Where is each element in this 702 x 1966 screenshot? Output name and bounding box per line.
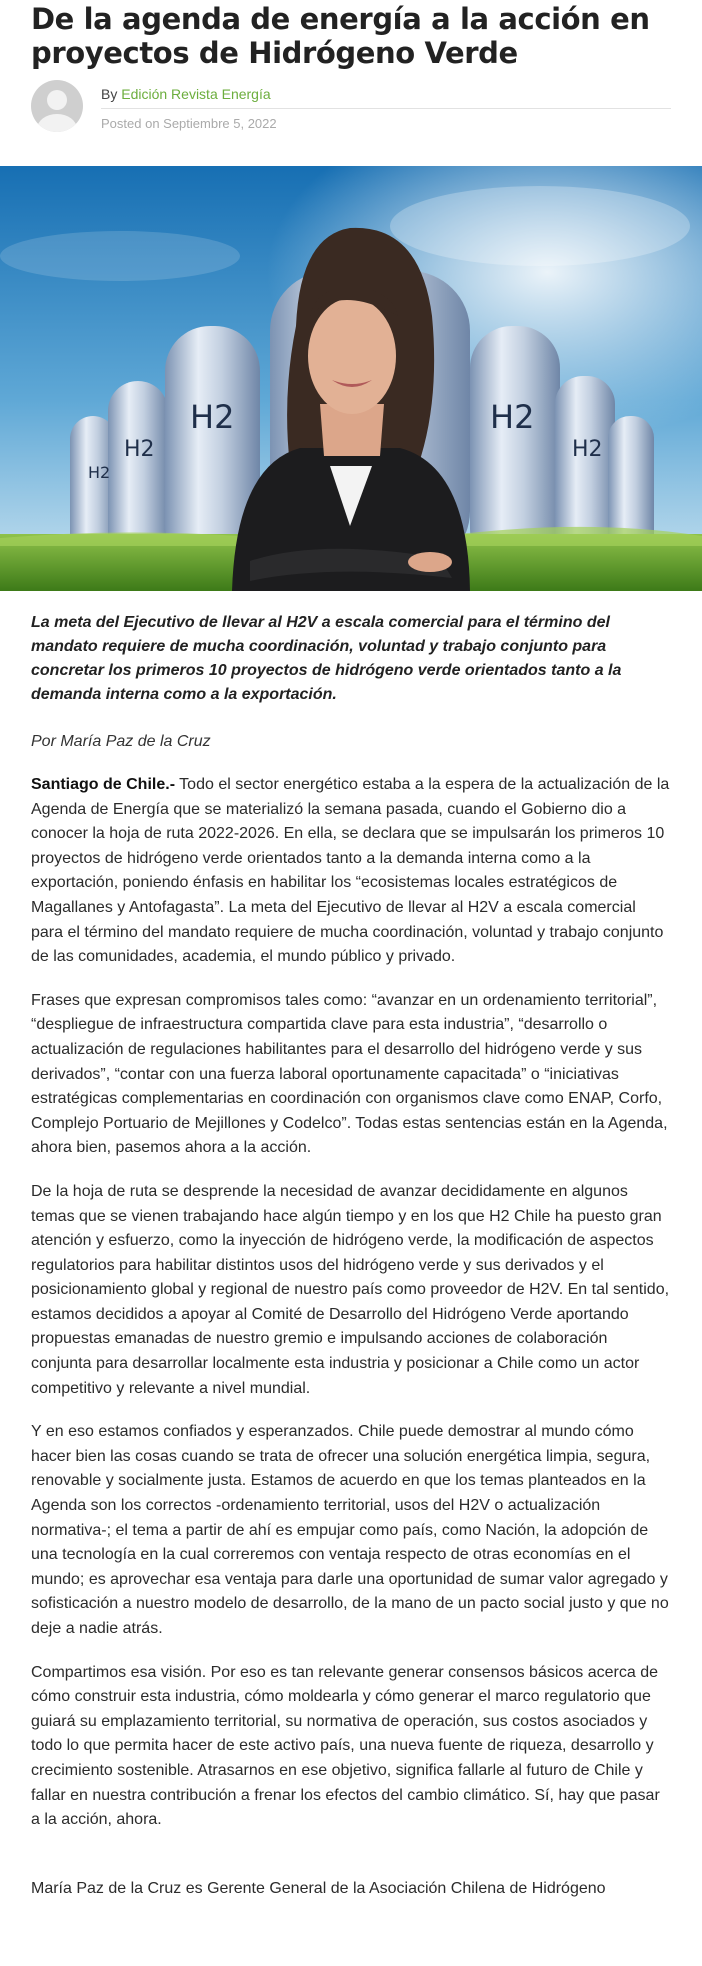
paragraph: Compartimos esa visión. Por eso es tan relevante generar consensos básicos acerca de cómo construir esta industria, cómo moldearla y cómo generar el marco regulatorio que guiará su emplazamiento territorial, su normativa de operación, sus costos asociados y todo lo que permita hacer de este activo país, una nueva fuente de riqueza, desarrollo y crecimiento sostenible. Atrasarnos en ese objetivo, significa fallarle al futuro de Chile y fallar en nuestra contribución a frenar los efectos del cambio climático. Sí, hay que pasar a la acción, ahora.	[31, 1663, 660, 1829]
article-author: Por María Paz de la Cruz	[31, 733, 211, 750]
author-avatar	[31, 80, 83, 132]
author-link[interactable]: Edición Revista Energía	[121, 86, 271, 102]
byline-prefix: By	[101, 86, 118, 102]
tank-label: H2	[490, 398, 535, 436]
author-bio: María Paz de la Cruz es Gerente General de la Asociación Chilena de Hidrógeno	[31, 1879, 606, 1897]
tank-label: H2	[88, 463, 111, 482]
paragraph	[31, 773, 671, 970]
tank-label: H2	[124, 437, 155, 462]
tank-label: H2	[572, 437, 603, 462]
tank-label: H2	[190, 398, 235, 436]
paragraph: Frases que expresan compromisos tales como: “avanzar en un ordenamiento territorial”, “despliegue de infraestructura compartida clave para esta industria”, “desarrollo o actualización de regulaciones habilitantes para el desarrollo del hidrógeno verde y sus derivados”, “contar con una fuerza laboral oportunamente capacitada” o “iniciativas estratégicas complementarias en coordinación con organismos clave como ENAP, Corfo, Complejo Portuario de Mejillones y Codelco”. Todas estas sentencias están en la Agenda, ahora bien, pasemos ahora a la acción.	[31, 991, 668, 1157]
paragraph: Y en eso estamos confiados y esperanzados. Chile puede demostrar al mundo cómo hacer bien las cosas cuando se trata de ofrecer una solución energética limpia, segura, renovable y socialmente justa. Estamos de acuerdo en que los temas planteados en la Agenda son los correctos -ordenamiento territorial, usos del H2V o actualización normativa-; el tema a partir de ahí es empujar como país, como Nación, la adopción de una tecnología en la cual correremos con ventaja respecto de otras economías en el mundo; es aprovechar esa ventaja para darle una oportunidad de sumar valor agregado y sofisticación a nuestro modelo de desarrollo, de la mano de un pacto social justo y que no deje a nadie atrás.	[31, 1423, 669, 1637]
paragraph-text: Todo el sector energético estaba a la espera de la actualización de la Agenda de Energía que se materializó la semana pasada, cuando el Gobierno dio a conocer la hoja de ruta 2022-2026. En ella, se declara que se impulsarán los primeros 10 proyectos de hidrógeno verde orientados tanto a la demanda interna como a la exportación, poniendo énfasis en habilitar los “ecosistemas locales estratégicos de Magallanes y Antofagasta”. La meta del Ejecutivo de llevar al H2V a escala comercial para el término del mandato requiere de mucha coordinación, voluntad y trabajo conjunto de las comunidades, academia, el mundo público y privado.	[31, 776, 670, 966]
paragraph: De la hoja de ruta se desprende la necesidad de avanzar decididamente en algunos temas que se vienen trabajando hace algún tiempo y en los que H2 Chile ha puesto gran atención y esfuerzo, como la inyección de hidrógeno verde, la modificación de aspectos regulatorios para habilitar distintos usos del hidrógeno verde y sus derivados y el posicionamiento global y regional de nuestro país como proveedor de H2V. En tal sentido, estamos decididos a apoyar al Comité de Desarrollo del Hidrógeno Verde aportando propuestas emanadas de nuestro gremio e impulsando acciones de colaboración conjunta para desarrollar localmente esta industria y posicionar a Chile como un actor competitivo y relevante a nivel mundial.	[31, 1182, 670, 1397]
hero-image	[0, 166, 702, 591]
article-lead: La meta del Ejecutivo de llevar al H2V a escala comercial para el término del mandato requiere de mucha coordinación, voluntad y trabajo conjunto para concretar los primeros 10 proyectos de hidrógeno verde orientados tanto a la demanda interna como a la exportación.	[31, 614, 622, 703]
article-title: De la agenda de energía a la acción en proyectos de Hidrógeno Verde	[31, 2, 650, 70]
author-line	[101, 80, 671, 109]
post-meta	[101, 80, 671, 131]
byline	[31, 80, 671, 132]
post-date: Posted on Septiembre 5, 2022	[101, 116, 277, 131]
dateline: Santiago de Chile.-	[31, 776, 176, 793]
